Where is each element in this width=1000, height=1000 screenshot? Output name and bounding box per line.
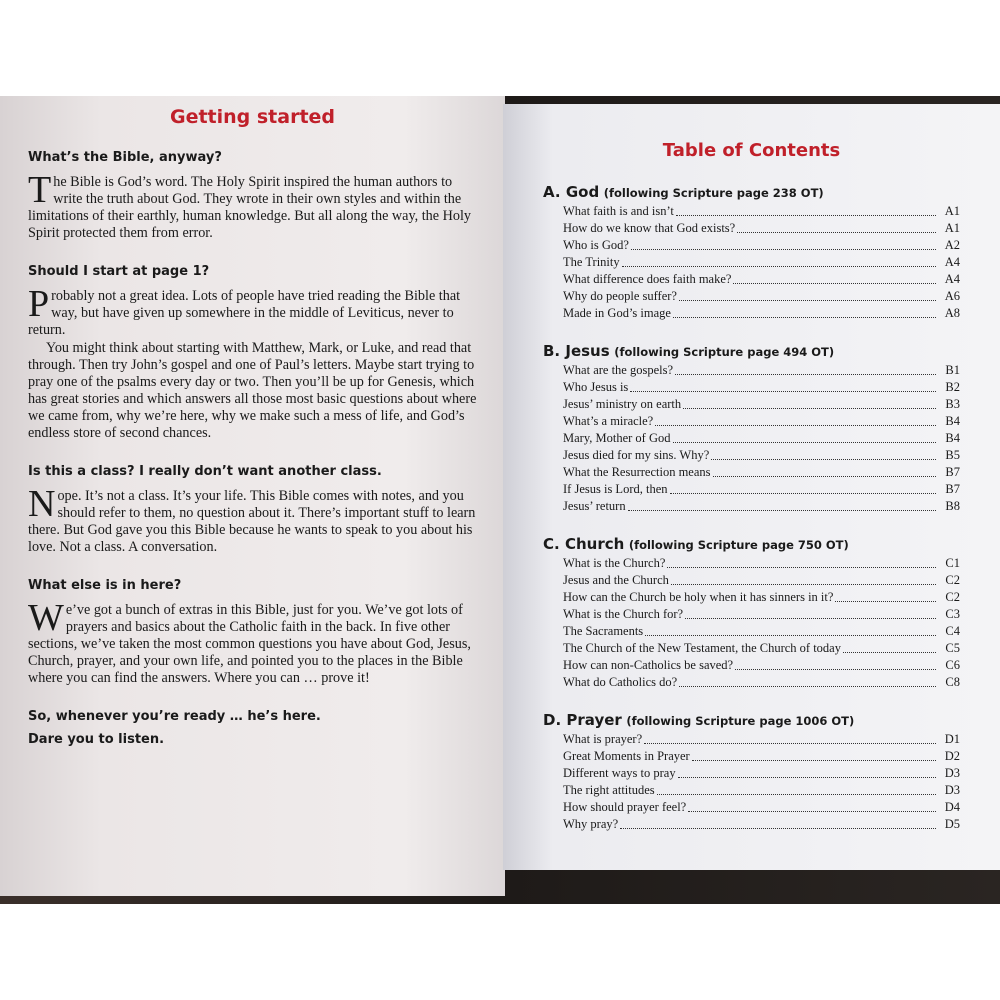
toc-entry-page: D3 bbox=[944, 766, 960, 780]
toc-entry-page: C8 bbox=[945, 675, 960, 689]
toc-entry-title: What are the gospels? bbox=[563, 363, 674, 377]
toc-entry-page: B5 bbox=[945, 448, 960, 462]
toc-entry-page: B3 bbox=[945, 397, 960, 411]
dot-leader bbox=[683, 396, 936, 409]
toc-entry-page: D3 bbox=[944, 783, 960, 797]
toc-entry-title: Jesus and the Church bbox=[563, 573, 669, 587]
toc-entry-title: Mary, Mother of God bbox=[563, 431, 671, 445]
closing-line-2: Dare you to listen. bbox=[28, 732, 165, 747]
section-paragraph bbox=[28, 169, 477, 242]
dot-leader bbox=[673, 305, 936, 318]
toc-title: Table of Contents bbox=[662, 140, 841, 161]
toc-entry-page: A6 bbox=[944, 289, 960, 303]
section-name: Church bbox=[564, 535, 625, 553]
toc-entry bbox=[543, 203, 960, 220]
toc-entry bbox=[543, 254, 960, 271]
toc-entry bbox=[543, 481, 960, 498]
toc-section-heading bbox=[543, 535, 960, 553]
section-name: Jesus bbox=[565, 342, 610, 360]
toc-entry bbox=[543, 288, 960, 305]
toc-entry-title: What do Catholics do? bbox=[563, 675, 678, 689]
toc-section-heading bbox=[543, 711, 960, 729]
toc-entry-title: Made in God’s image bbox=[563, 306, 671, 320]
dot-leader bbox=[620, 816, 936, 829]
toc-section-heading bbox=[543, 183, 960, 201]
dot-leader bbox=[835, 589, 936, 602]
toc-section bbox=[543, 711, 960, 833]
toc-entry-page: A1 bbox=[944, 221, 960, 235]
toc-entry bbox=[543, 640, 960, 657]
toc-entry-title: Jesus’ ministry on earth bbox=[563, 397, 682, 411]
toc-entry-page: B7 bbox=[945, 482, 960, 496]
drop-cap: T bbox=[28, 169, 52, 211]
toc-entry bbox=[543, 396, 960, 413]
toc-entry bbox=[543, 623, 960, 640]
dot-leader bbox=[671, 572, 936, 585]
toc-entry-page: B8 bbox=[945, 499, 960, 513]
toc-entry-title: What faith is and isn’t bbox=[563, 204, 674, 218]
dot-leader bbox=[657, 782, 936, 795]
dot-leader bbox=[628, 498, 936, 511]
toc-entry-title: Why do people suffer? bbox=[563, 289, 677, 303]
toc-entry bbox=[543, 555, 960, 572]
paragraph-text: he Bible is God’s word. The Holy Spirit inspired the human authors to write the truth about God. They wrote in their own styles and within the limitations of their earthly, human knowledge. But all along the way, the Holy Spirit protected them from error. bbox=[28, 174, 471, 241]
toc-entry-title: What the Resurrection means bbox=[563, 465, 711, 479]
dot-leader bbox=[655, 413, 936, 426]
dot-leader bbox=[692, 748, 936, 761]
dot-leader bbox=[645, 623, 936, 636]
dot-leader bbox=[737, 220, 936, 233]
dot-leader bbox=[733, 271, 936, 284]
toc-section bbox=[543, 342, 960, 515]
dot-leader bbox=[675, 362, 936, 375]
dot-leader bbox=[644, 731, 936, 744]
right-page bbox=[503, 104, 1000, 870]
section-paragraph bbox=[28, 283, 477, 442]
toc-entry bbox=[543, 305, 960, 322]
section-letter: C. bbox=[543, 535, 560, 553]
dot-leader bbox=[676, 203, 936, 216]
toc-entry bbox=[543, 572, 960, 589]
section-name: Prayer bbox=[566, 711, 622, 729]
toc-entry-title: The Sacraments bbox=[563, 624, 644, 638]
section-note: (following Scripture page 238 OT) bbox=[603, 186, 824, 200]
toc-entry bbox=[543, 220, 960, 237]
dot-leader bbox=[667, 555, 936, 568]
section-note: (following Scripture page 1006 OT) bbox=[626, 714, 855, 728]
section-note: (following Scripture page 494 OT) bbox=[614, 345, 835, 359]
toc-entry-title: What’s a miracle? bbox=[563, 414, 654, 428]
section-question: Is this a class? I really don’t want another class. bbox=[28, 464, 382, 479]
toc-entry-page: D5 bbox=[944, 817, 960, 831]
left-page bbox=[0, 96, 505, 896]
section-name: God bbox=[565, 183, 600, 201]
toc-entry bbox=[543, 799, 960, 816]
toc-entry bbox=[543, 589, 960, 606]
toc-entry-title: How do we know that God exists? bbox=[563, 221, 736, 235]
drop-cap: W bbox=[28, 597, 64, 639]
toc-section bbox=[543, 183, 960, 322]
dot-leader bbox=[735, 657, 936, 670]
toc-entry-page: B2 bbox=[945, 380, 960, 394]
dot-leader bbox=[622, 254, 936, 267]
toc-section bbox=[543, 535, 960, 691]
section-question: What’s the Bible, anyway? bbox=[28, 150, 222, 165]
section-letter: A. bbox=[543, 183, 561, 201]
section-question: What else is in here? bbox=[28, 578, 182, 593]
section-question: Should I start at page 1? bbox=[28, 264, 210, 279]
dot-leader bbox=[679, 288, 936, 301]
dot-leader bbox=[673, 430, 936, 443]
toc-entry-title: If Jesus is Lord, then bbox=[563, 482, 668, 496]
toc-entry-title: Jesus died for my sins. Why? bbox=[563, 448, 710, 462]
toc-entry-page: A2 bbox=[944, 238, 960, 252]
left-sections bbox=[28, 150, 477, 687]
toc-entry-title: Why pray? bbox=[563, 817, 619, 831]
toc-entry-title: How can the Church be holy when it has sinners in it? bbox=[563, 590, 834, 604]
paragraph-text: ope. It’s not a class. It’s your life. This Bible comes with notes, and you should refer to them, no question about it. There’s important stuff to learn there. But God gave you this Bible because he wants to speak to you about his love. Not a class. A conversation. bbox=[28, 488, 476, 555]
toc-entry bbox=[543, 748, 960, 765]
toc-entry bbox=[543, 657, 960, 674]
toc-entry-title: The right attitudes bbox=[563, 783, 655, 797]
toc-entry-title: What is the Church for? bbox=[563, 607, 684, 621]
closing-line-1: So, whenever you’re ready … he’s here. bbox=[28, 709, 321, 724]
toc-entry-title: How can non-Catholics be saved? bbox=[563, 658, 734, 672]
toc-entry-page: A8 bbox=[944, 306, 960, 320]
section-letter: D. bbox=[543, 711, 562, 729]
section-letter: B. bbox=[543, 342, 561, 360]
toc-entry-page: C4 bbox=[945, 624, 960, 638]
page-title: Getting started bbox=[169, 106, 336, 128]
toc-entry-page: B7 bbox=[945, 465, 960, 479]
toc-section-heading bbox=[543, 342, 960, 360]
dot-leader bbox=[685, 606, 936, 619]
toc-entry-page: D1 bbox=[944, 732, 960, 746]
toc-entry-title: Jesus’ return bbox=[563, 499, 626, 513]
dot-leader bbox=[670, 481, 937, 494]
toc-entry-title: Who is God? bbox=[563, 238, 629, 252]
toc-entry-title: What is prayer? bbox=[563, 732, 643, 746]
toc-entry bbox=[543, 413, 960, 430]
dot-leader bbox=[630, 379, 936, 392]
paragraph-text: e’ve got a bunch of extras in this Bible, just for you. We’ve got lots of prayers and basics about the Catholic faith in the back. In five other sections, we’ve taken the most common questions you have about God, Jesus, Church, prayer, and your own life, and pointed you to the places in the Bible where you can find the answers. Where you can … prove it! bbox=[28, 602, 471, 686]
toc-entry-title: Different ways to pray bbox=[563, 766, 676, 780]
toc-entry-page: B4 bbox=[945, 414, 960, 428]
toc-entry bbox=[543, 430, 960, 447]
toc-entry bbox=[543, 271, 960, 288]
toc-entry bbox=[543, 237, 960, 254]
toc-entry-page: A4 bbox=[944, 255, 960, 269]
toc-entry-title: How should prayer feel? bbox=[563, 800, 687, 814]
toc-entry bbox=[543, 674, 960, 691]
toc-entry bbox=[543, 606, 960, 623]
toc-entry-page: D4 bbox=[944, 800, 960, 814]
toc-entry-title: What is the Church? bbox=[563, 556, 666, 570]
toc-entry-page: C1 bbox=[945, 556, 960, 570]
toc-entry bbox=[543, 464, 960, 481]
section-paragraph bbox=[28, 483, 477, 556]
toc-entry-page: A4 bbox=[944, 272, 960, 286]
drop-cap: N bbox=[28, 483, 56, 525]
toc-entry-page: D2 bbox=[944, 749, 960, 763]
dot-leader bbox=[688, 799, 936, 812]
paragraph-text-continued: You might think about starting with Matthew, Mark, or Luke, and read that through. Then try John’s gospel and one of Paul’s letters. Maybe start trying to pray one of the psalms every day or two. Then you’ll be up for Genesis, which has great stories and which answers all those most basic questions about where we came from, why we’re here, why we make such a mess of life, and God’s endless store of second chances. bbox=[28, 340, 477, 441]
dot-leader bbox=[843, 640, 936, 653]
dot-leader bbox=[711, 447, 936, 460]
toc-entry-title: The Church of the New Testament, the Church of today bbox=[563, 641, 841, 655]
toc-entry-page: A1 bbox=[944, 204, 960, 218]
toc-entry bbox=[543, 379, 960, 396]
toc-entry bbox=[543, 731, 960, 748]
dot-leader bbox=[679, 674, 936, 687]
toc-entry-page: C6 bbox=[945, 658, 960, 672]
toc-entry bbox=[543, 782, 960, 799]
paragraph-text: robably not a great idea. Lots of people have tried reading the Bible that way, but have given up somewhere in the middle of Leviticus, never to return. bbox=[28, 288, 461, 338]
dot-leader bbox=[713, 464, 936, 477]
toc-entry-page: C3 bbox=[945, 607, 960, 621]
toc-entry-page: B1 bbox=[945, 363, 960, 377]
dot-leader bbox=[631, 237, 936, 250]
toc-entry-title: The Trinity bbox=[563, 255, 620, 269]
table-of-contents bbox=[543, 183, 960, 833]
section-paragraph bbox=[28, 597, 477, 687]
toc-entry-page: B4 bbox=[945, 431, 960, 445]
toc-entry-page: C2 bbox=[945, 590, 960, 604]
section-note: (following Scripture page 750 OT) bbox=[628, 538, 849, 552]
toc-entry-title: What difference does faith make? bbox=[563, 272, 732, 286]
toc-entry bbox=[543, 447, 960, 464]
toc-entry bbox=[543, 765, 960, 782]
toc-entry bbox=[543, 362, 960, 379]
toc-entry-title: Great Moments in Prayer bbox=[563, 749, 690, 763]
toc-entry-title: Who Jesus is bbox=[563, 380, 629, 394]
toc-entry bbox=[543, 498, 960, 515]
drop-cap: P bbox=[28, 283, 50, 325]
toc-entry-page: C2 bbox=[945, 573, 960, 587]
toc-entry-page: C5 bbox=[945, 641, 960, 655]
toc-entry bbox=[543, 816, 960, 833]
dot-leader bbox=[678, 765, 936, 778]
